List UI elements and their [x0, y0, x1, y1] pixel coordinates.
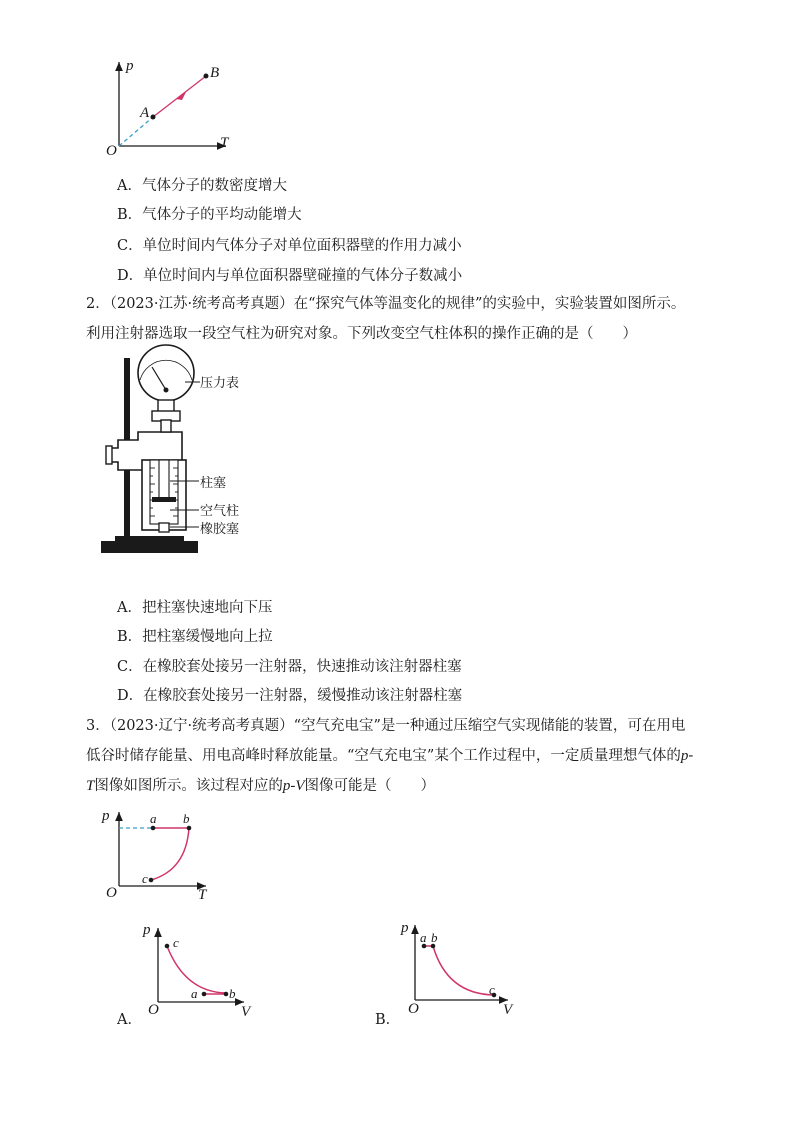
optA-axis-V: V	[241, 1004, 251, 1020]
q3-stem-dash: -	[688, 748, 694, 764]
optB-a: a	[420, 930, 427, 945]
q1-option-c: C．单位时间内气体分子对单位面积器壁的作用力减小	[117, 238, 462, 254]
q3-stem-line3-text: 图像如图所示。该过程对应的	[94, 778, 283, 794]
q2-stem-line2: 利用注射器选取一段空气柱为研究对象。下列改变空气柱体积的操作正确的是（ ）	[86, 326, 637, 342]
optB-b: b	[431, 930, 438, 945]
q1-option-a: A．气体分子的数密度增大	[117, 178, 287, 194]
q3-pt-c: c	[142, 871, 148, 886]
optB-curve	[433, 946, 494, 995]
q2-option-b: B．把柱塞缓慢地向上拉	[117, 629, 273, 645]
optA-origin: O	[148, 1002, 159, 1018]
axis-T-label: T	[220, 135, 229, 151]
q2-option-c: C．在橡胶套处接另一注射器，快速推动该注射器柱塞	[117, 659, 462, 675]
q3-pt-a: a	[150, 811, 157, 826]
gauge-label: 压力表	[200, 376, 240, 391]
optA-a: a	[191, 986, 198, 1001]
point-B-label: B	[210, 65, 220, 81]
optA-b: b	[229, 986, 236, 1001]
optB-c: c	[489, 982, 495, 997]
rubber-stopper-label: 橡胶塞	[200, 522, 240, 537]
optB-origin: O	[408, 1001, 419, 1017]
q2-option-d: D．在橡胶套处接另一注射器，缓慢推动该注射器柱塞	[117, 688, 463, 704]
q1-option-b: B．气体分子的平均动能增大	[117, 207, 302, 223]
q3-stem-p: p	[680, 748, 689, 764]
q3-stem-pV: p-V	[282, 778, 305, 794]
q3-option-b-letter: B．	[375, 1012, 401, 1028]
q3-stem-T: T	[86, 778, 95, 794]
q2-stem-line1: 2．（2023·江苏·统考高考真题）在“探究气体等温变化的规律”的实验中，实验装置如图所示。	[86, 296, 686, 312]
optB-axis-V: V	[503, 1002, 513, 1018]
optA-axis-p: p	[143, 922, 151, 938]
q1-option-d: D．单位时间内与单位面积器壁碰撞的气体分子数减小	[117, 268, 463, 284]
q3-stem-line2-text: 低谷时储存能量、用电高峰时释放能量。“空气充电宝”某个工作过程中，一定质量理想气体的	[86, 748, 681, 764]
air-column-label: 空气柱	[200, 504, 240, 519]
q3-stem-line3-tail: 图像可能是（ ）	[304, 778, 436, 794]
origin-label: O	[106, 143, 117, 159]
optA-c: c	[173, 935, 179, 950]
q2-option-a: A．把柱塞快速地向下压	[117, 600, 273, 616]
q3-stem-line1: 3．（2023·辽宁·统考高考真题）“空气充电宝”是一种通过压缩空气实现储能的装置，可在用电	[86, 718, 686, 734]
q3-pt-origin: O	[106, 885, 117, 901]
q3-option-a-letter: A．	[117, 1012, 142, 1028]
q3-pt-axis-p: p	[102, 808, 110, 824]
optB-axis-p: p	[401, 920, 409, 936]
q3-pt-axis-T: T	[198, 887, 207, 903]
q3-pt-b: b	[183, 811, 190, 826]
axis-p-label: p	[126, 58, 134, 74]
plunger-label: 柱塞	[200, 476, 227, 491]
point-A-label: A	[140, 105, 150, 121]
